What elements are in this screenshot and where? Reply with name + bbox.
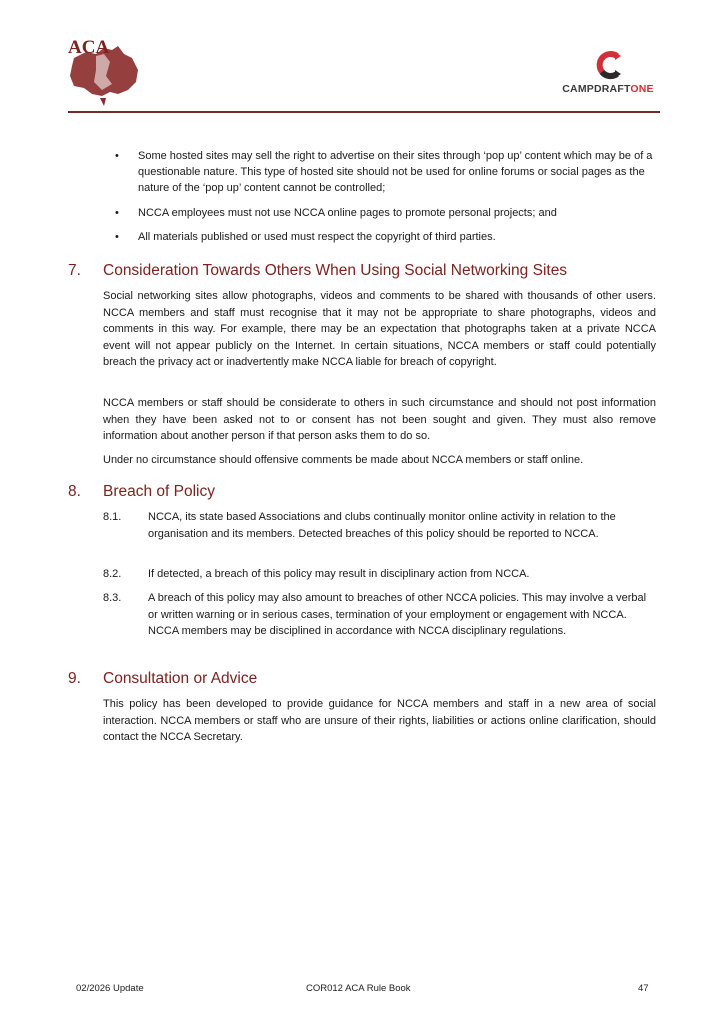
subsection-number: 8.3. xyxy=(103,592,122,604)
section-7-paragraph-1: Social networking sites allow photographs, videos and comments to be shared with thousands of other users. NCCA members and staff must recognise that it may not be appropriate to share photographs, videos and comments in this way. For example, there may be an expectation that photographs taken at a private NCCA event will not appear publicly on the Internet. In certain situations, NCCA members or staff could potentially breach the privacy act or inadvertently make NCCA liable for breach of copyright. xyxy=(103,290,656,368)
section-7-paragraph-3: Under no circumstance should offensive comments be made about NCCA members or staff online. xyxy=(103,454,584,466)
header-divider xyxy=(68,111,660,113)
aca-logo-icon xyxy=(66,36,142,108)
subsection-number: 8.1. xyxy=(103,511,122,523)
section-heading-9 xyxy=(68,669,257,689)
bullet-item: NCCA employees must not use NCCA online pages to promote personal projects; and xyxy=(138,207,557,219)
bullet-item: All materials published or used must respect the copyright of third parties. xyxy=(138,231,496,243)
bullet-marker: • xyxy=(115,231,119,243)
campdraftone-logo xyxy=(556,50,660,102)
section-heading-7 xyxy=(68,261,567,281)
bullet-marker: • xyxy=(115,150,119,162)
section-9-paragraph-1: This policy has been developed to provide guidance for NCCA members and staff in a new area of social interaction. NCCA members or staff who are unsure of their rights, liabilities or actions online clarification, should contact the NCCA Secretary. xyxy=(103,698,656,743)
section-7-paragraph-2: NCCA members or staff should be considerate to others in such circumstance and should not post information when they have been asked not to or consent has not been sought and given. They must also remove information about another person if that person asks them to do so. xyxy=(103,397,656,442)
svg-text:ACA: ACA xyxy=(68,37,110,58)
footer-document-title: COR012 ACA Rule Book xyxy=(306,983,411,994)
section-title: Consultation or Advice xyxy=(103,670,258,687)
subsection-text: NCCA, its state based Associations and clubs continually monitor online activity in relation to the organisation and its members. Detected breaches of this policy should be reported to NCCA. xyxy=(148,511,616,540)
section-number: 8. xyxy=(68,483,81,500)
footer-page-number: 47 xyxy=(638,983,649,994)
campdraftone-c-icon xyxy=(593,50,623,80)
subsection-number: 8.2. xyxy=(103,568,122,580)
footer-update-date: 02/2026 Update xyxy=(76,983,144,994)
campdraftone-wordmark: CAMPDRAFTONE xyxy=(562,83,654,95)
subsection-text: A breach of this policy may also amount to breaches of other NCCA policies. This may involve a verbal or written warning or in serious cases, termination of your employment or engagement with NCCA. NCCA members may be disciplined in accordance with NCCA disciplinary regulations. xyxy=(148,592,647,637)
section-heading-8 xyxy=(68,482,215,502)
section-title: Breach of Policy xyxy=(103,483,215,500)
section-number: 7. xyxy=(68,262,81,279)
aca-logo xyxy=(66,36,142,108)
section-title: Consideration Towards Others When Using Social Networking Sites xyxy=(103,262,568,279)
section-number: 9. xyxy=(68,670,81,687)
page-header xyxy=(0,0,723,120)
bullet-item: Some hosted sites may sell the right to advertise on their sites through ‘pop up’ content which may be of a questionable nature. This type of hosted site should not be used for online forums or social pages as the nature of the ‘pop up’ content cannot be controlled; xyxy=(138,150,653,194)
subsection-text: If detected, a breach of this policy may result in disciplinary action from NCCA. xyxy=(148,568,530,580)
bullet-marker: • xyxy=(115,207,119,219)
